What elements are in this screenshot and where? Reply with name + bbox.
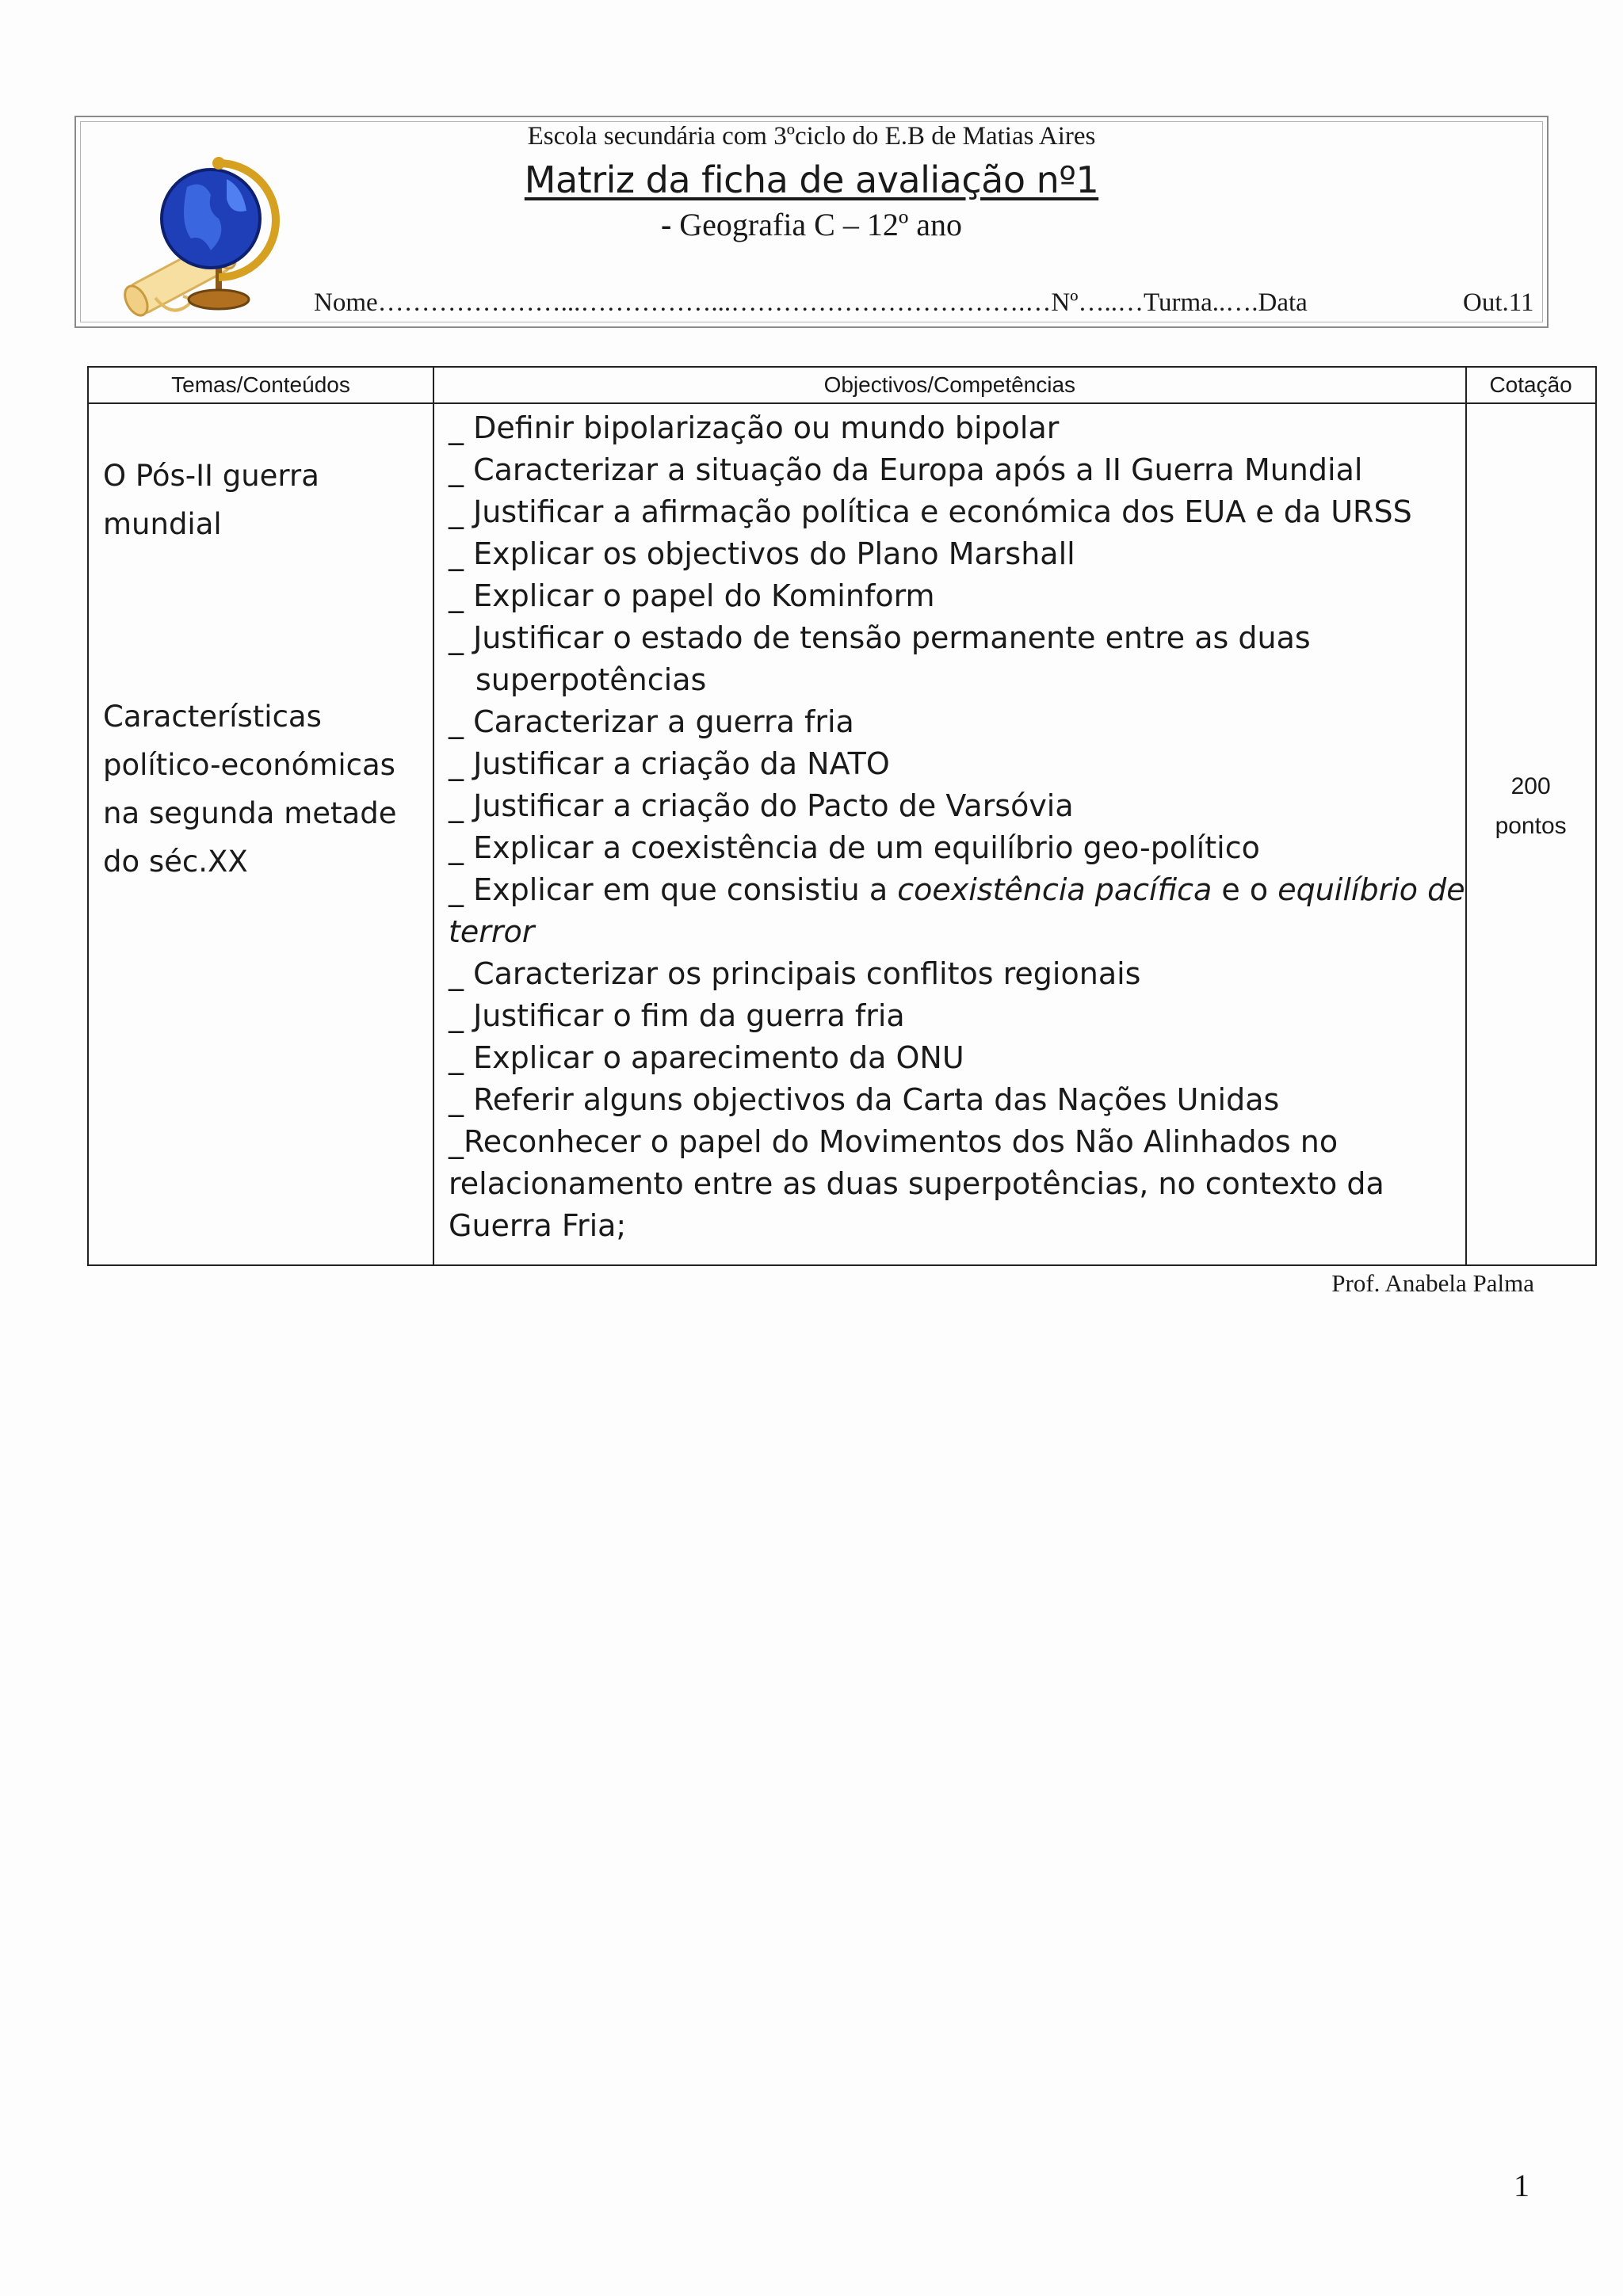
objective-item: _ Caracterizar os principais conflitos regionais [449, 956, 1141, 991]
theme-item: O Pós-II guerra mundial [103, 459, 319, 541]
objective-text: _ Explicar em que consistiu a [449, 872, 898, 907]
objective-item: _ Explicar os objectivos do Plano Marshall [449, 536, 1075, 571]
objective-item [449, 869, 1465, 911]
objective-term: coexistência pacífica [897, 872, 1212, 907]
objective-text: e o [1212, 872, 1278, 907]
objective-item: _ Justificar o estado de tensão permanente entre as duas [449, 620, 1311, 655]
student-info-line: Nome…………………...……………...…………………………….…Nº…..…Turma..….Data [314, 288, 1308, 317]
objective-item: _ Caracterizar a situação da Europa após a II Guerra Mundial [449, 452, 1363, 487]
header-objectives: Objectivos/Competências [433, 367, 1466, 403]
objective-item: _ Referir alguns objectivos da Carta das Nações Unidas [449, 1082, 1280, 1117]
objective-item: _ Explicar o aparecimento da ONU [449, 1040, 964, 1075]
objective-item-continuation [449, 911, 1465, 953]
themes-cell [88, 403, 433, 1265]
objective-item: _ Justificar o fim da guerra fria [449, 998, 905, 1033]
document-header [74, 116, 1549, 328]
page-number: 1 [1514, 2168, 1529, 2203]
points-unit: pontos [1495, 813, 1567, 839]
objective-item-continuation: relacionamento entre as duas superpotências, no contexto da [449, 1166, 1384, 1201]
objective-item-continuation: superpotências [475, 662, 707, 697]
school-name: Escola secundária com 3ºciclo do E.B de Matias Aires [527, 122, 1096, 151]
points-cell [1466, 403, 1596, 1265]
document-title: Matriz da ficha de avaliação nº1 [524, 158, 1099, 201]
subject-dash: - [660, 207, 672, 242]
objective-term: equilíbrio de [1277, 872, 1465, 907]
objective-item: _ Caracterizar a guerra fria [449, 704, 854, 739]
objective-item-continuation: Guerra Fria; [449, 1208, 627, 1243]
objectives-cell [433, 403, 1466, 1265]
objective-item: _ Explicar a coexistência de um equilíbrio geo-político [449, 830, 1260, 865]
table-row [88, 403, 1596, 1265]
header-themes: Temas/Conteúdos [88, 367, 433, 403]
objective-term: terror [449, 914, 535, 949]
table-header-row [88, 367, 1596, 403]
objective-item: _Reconhecer o papel do Movimentos dos Não Alinhados no [449, 1124, 1338, 1159]
subject-text: Geografia C – 12º ano [671, 207, 963, 242]
objective-item: _ Justificar a criação da NATO [449, 746, 890, 781]
subject-line [76, 206, 1547, 243]
objectives-list [434, 404, 1465, 1247]
teacher-signature-text: Prof. Anabela Palma [1331, 1269, 1534, 1297]
points-value: 200 [1510, 773, 1551, 799]
points-block [1467, 767, 1595, 846]
theme-item: Características político-económicas na segunda metade do séc.XX [103, 700, 397, 879]
objective-item: _ Explicar o papel do Kominform [449, 578, 935, 613]
header-points: Cotação [1466, 367, 1596, 403]
assessment-matrix-table [87, 366, 1597, 1266]
objective-item: _ Justificar a afirmação política e económica dos EUA e da URSS [449, 494, 1412, 529]
objective-item: _ Justificar a criação do Pacto de Varsóvia [449, 788, 1074, 823]
objective-item: _ Definir bipolarização ou mundo bipolar [449, 410, 1060, 445]
date-value: Out.11 [1463, 288, 1534, 317]
